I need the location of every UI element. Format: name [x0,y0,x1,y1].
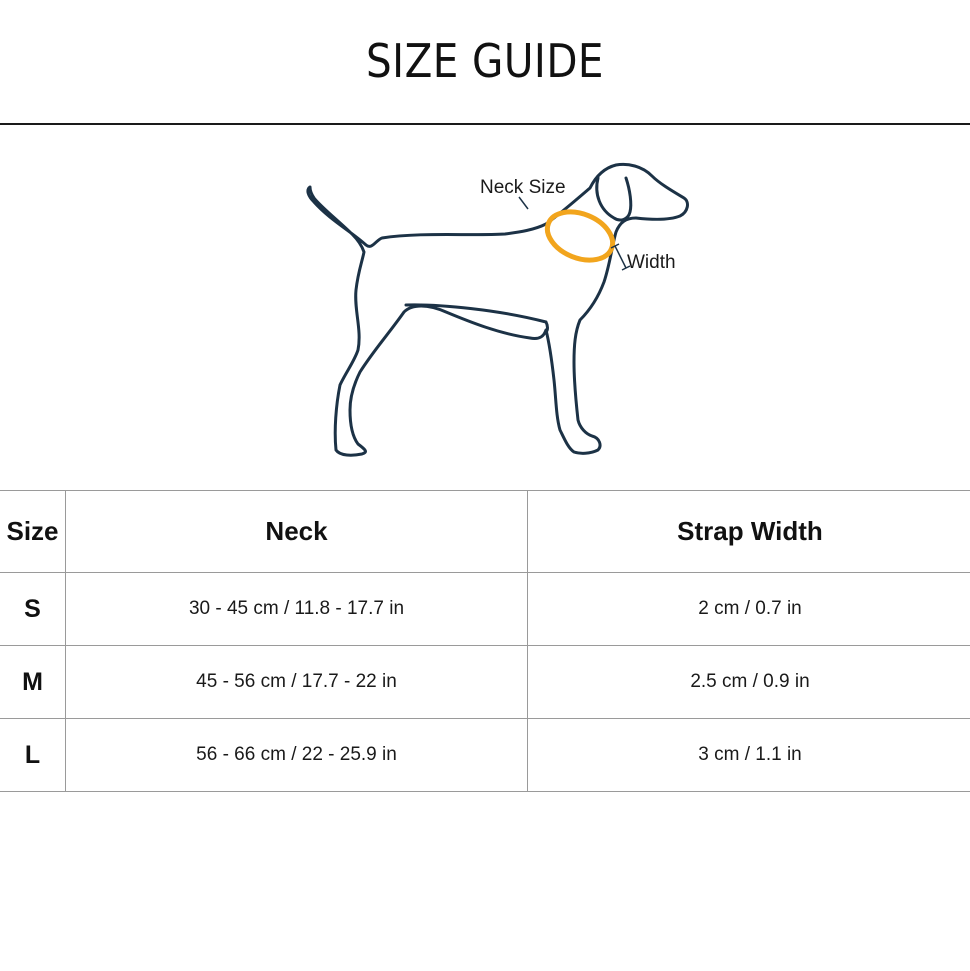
cell-size: M [0,646,66,719]
table-row [0,573,970,646]
cell-neck: 56 - 66 cm / 22 - 25.9 in [66,719,528,792]
neck-size-label: Neck Size [480,177,566,198]
cell-neck: 30 - 45 cm / 11.8 - 17.7 in [66,573,528,646]
header-strap-width: Strap Width [528,491,970,573]
width-label: Width [627,252,676,273]
table-header-row [0,491,970,573]
cell-strap-width: 2 cm / 0.7 in [528,573,970,646]
dog-ear [597,178,631,220]
cell-strap-width: 3 cm / 1.1 in [528,719,970,792]
page-title: SIZE GUIDE [366,34,604,88]
cell-size: L [0,719,66,792]
table-row [0,719,970,792]
cell-neck: 45 - 56 cm / 17.7 - 22 in [66,646,528,719]
header-size: Size [0,491,66,573]
table-row [0,646,970,719]
dog-chest-line [406,305,548,332]
width-indicator-line [615,246,626,268]
cell-size: S [0,573,66,646]
header-neck: Neck [66,491,528,573]
size-table [0,490,970,792]
cell-strap-width: 2.5 cm / 0.9 in [528,646,970,719]
